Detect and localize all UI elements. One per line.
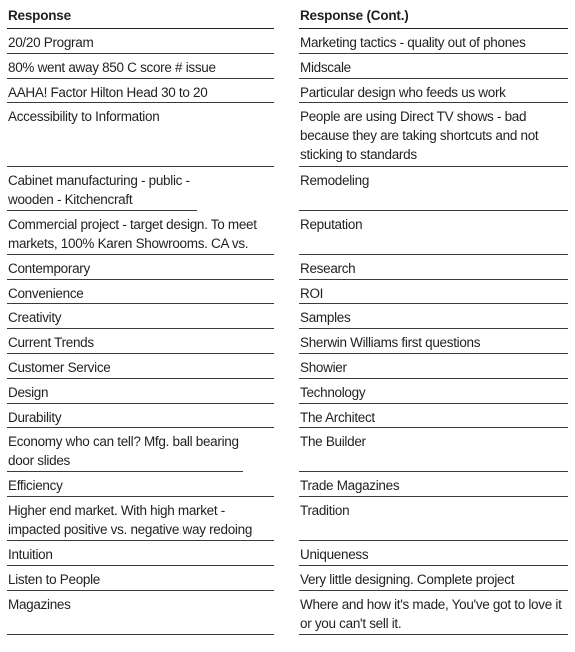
table-cell: AAHA! Factor Hilton Head 30 to 20	[7, 79, 274, 104]
table-cell: Technology	[299, 379, 568, 404]
table-cell: Creativity	[7, 304, 274, 329]
table-cell: Research	[299, 255, 568, 280]
response-cont-column	[299, 0, 568, 635]
response-column	[7, 0, 274, 635]
table-cell: Where and how it's made, You've got to love it or you can't sell it.	[299, 591, 568, 635]
column-header-response: Response	[7, 0, 274, 29]
table-cell: 80% went away 850 C score # issue	[7, 54, 274, 79]
table-cell: 20/20 Program	[7, 29, 274, 54]
table-cell: Remodeling	[299, 167, 568, 211]
column-header-response-cont: Response (Cont.)	[299, 0, 568, 29]
table-cell: Design	[7, 379, 274, 404]
table-cell: Convenience	[7, 280, 274, 305]
table-cell: Magazines	[7, 591, 274, 635]
table-cell: People are using Direct TV shows - bad because they are taking shortcuts and not sticking to standards	[299, 103, 568, 166]
table-cell: Samples	[299, 304, 568, 329]
table-cell: Customer Service	[7, 354, 274, 379]
table-cell: ROI	[299, 280, 568, 305]
table-cell: Tradition	[299, 497, 568, 541]
table-cell: Trade Magazines	[299, 472, 568, 497]
table-cell: Current Trends	[7, 329, 274, 354]
table-cell: Listen to People	[7, 566, 274, 591]
table-cell: Economy who can tell? Mfg. ball bearing door slides	[7, 428, 243, 472]
table-cell: Durability	[7, 404, 274, 429]
table-cell: The Architect	[299, 404, 568, 429]
table-cell: Sherwin Williams first questions	[299, 329, 568, 354]
table-cell: Reputation	[299, 211, 568, 255]
table-cell: Showier	[299, 354, 568, 379]
table-cell: The Builder	[299, 428, 568, 472]
table-cell: Intuition	[7, 541, 274, 566]
table-cell: Particular design who feeds us work	[299, 79, 568, 104]
table-cell: Very little designing. Complete project	[299, 566, 568, 591]
table-cell: Midscale	[299, 54, 568, 79]
table-cell: Uniqueness	[299, 541, 568, 566]
table-cell: Commercial project - target design. To meet markets, 100% Karen Showrooms. CA vs.	[7, 211, 274, 255]
table-cell: Accessibility to Information	[7, 103, 274, 166]
table-cell: Contemporary	[7, 255, 274, 280]
table-cell: Marketing tactics - quality out of phones	[299, 29, 568, 54]
table-cell: Cabinet manufacturing - public - wooden - Kitchencraft	[7, 167, 197, 211]
table-cell: Efficiency	[7, 472, 274, 497]
table-cell: Higher end market. With high market - impacted positive vs. negative way redoing	[7, 497, 274, 541]
